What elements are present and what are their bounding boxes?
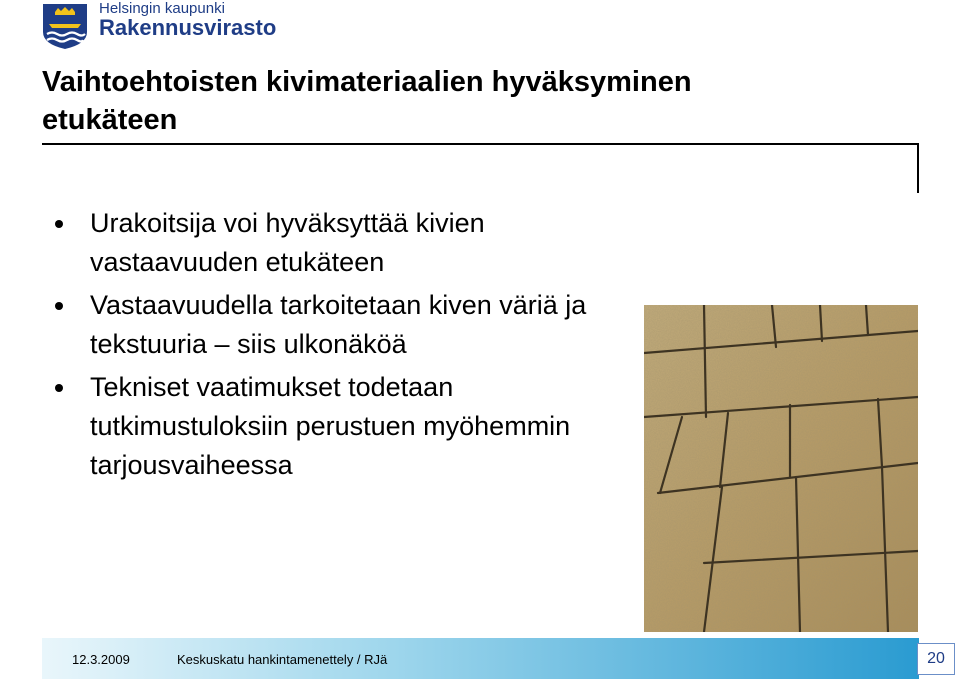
title-divider-end (917, 143, 919, 193)
bullet-text: Vastaavuudella tarkoitetaan kiven väriä ja tekstuuria – siis ulkonäköä (90, 290, 587, 359)
page-number: 20 (917, 643, 955, 675)
title-divider (42, 143, 919, 145)
bullet-dot-icon (55, 220, 63, 228)
bullet-item (55, 204, 615, 282)
bullet-item (55, 368, 615, 485)
bullet-dot-icon (55, 384, 63, 392)
bullet-text: Urakoitsija voi hyväksyttää kivien vastaavuuden etukäteen (90, 208, 485, 277)
footer-text: Keskuskatu hankintamenettely / RJä (177, 652, 388, 667)
footer-date: 12.3.2009 (72, 652, 130, 667)
helsinki-crest-icon (40, 2, 90, 50)
org-name: Rakennusvirasto (99, 15, 277, 40)
slide-title: Vaihtoehtoisten kivimateriaalien hyväksyminen etukäteen (42, 66, 692, 136)
footer-bar (42, 638, 919, 679)
stone-paving-photo (644, 305, 918, 632)
bullet-text: Tekniset vaatimukset todetaan tutkimustuloksiin perustuen myöhemmin tarjousvaiheessa (90, 372, 571, 480)
org-subtitle: Helsingin kaupunki (99, 0, 225, 17)
bullet-item (55, 286, 615, 364)
bullet-dot-icon (55, 302, 63, 310)
bullet-list (55, 204, 615, 489)
